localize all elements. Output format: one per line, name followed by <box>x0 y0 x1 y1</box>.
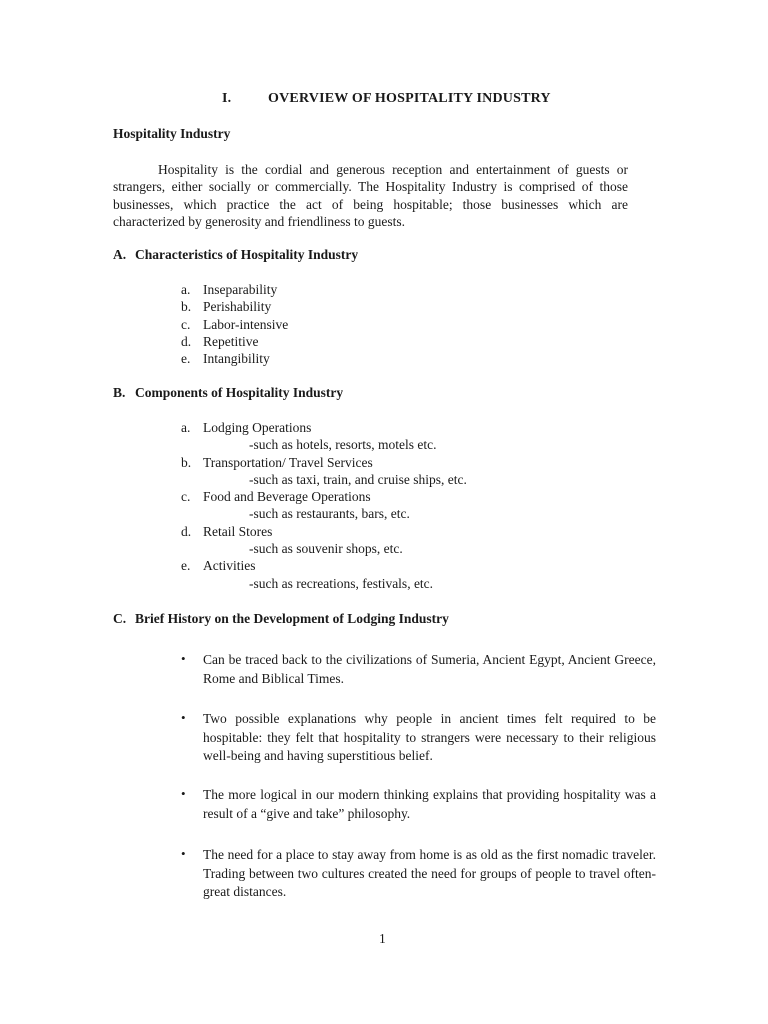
bullet-icon: • <box>181 710 186 725</box>
bullet-icon: • <box>181 786 186 801</box>
heading-letter: B. <box>113 385 126 400</box>
list-item-text: Inseparability <box>203 282 278 297</box>
list-marker: a. <box>181 420 191 435</box>
list-marker: d. <box>181 523 192 539</box>
list-marker: c. <box>181 316 191 332</box>
section-number: I. <box>222 91 232 106</box>
list-marker: e. <box>181 351 191 367</box>
list-marker: d. <box>181 333 192 349</box>
heading-history <box>113 611 449 627</box>
list-item <box>181 419 467 436</box>
list-item-text: Activities <box>203 558 256 574</box>
section-title-text: OVERVIEW OF HOSPITALITY INDUSTRY <box>268 91 551 106</box>
section-title <box>222 91 551 107</box>
list-item <box>181 333 288 350</box>
subheading-hospitality-industry: Hospitality Industry <box>113 126 231 141</box>
list-item <box>181 316 288 333</box>
bullet-icon: • <box>181 651 186 666</box>
bullet-item <box>181 846 656 902</box>
list-item-detail: -such as restaurants, bars, etc. <box>249 506 410 522</box>
intro-paragraph-text: Hospitality is the cordial and generous reception and entertainment of guests or strangers, either socially or commercially. The Hospitality Industry is comprised of those businesses, which practice the act of being hospitable; those businesses which are characterized by generosity and friendliness to guests. <box>113 162 628 230</box>
bullet-text: Two possible explanations why people in ancient times felt required to be hospitable: they felt that hospitality to strangers were necessary to their religious well-being and having superstitious belief. <box>203 711 656 764</box>
page-number: 1 <box>379 931 386 946</box>
list-item <box>181 523 467 540</box>
bullet-text: Can be traced back to the civilizations of Sumeria, Ancient Egypt, Ancient Greece, Rome and Biblical Times. <box>203 652 656 686</box>
list-item-detail: -such as taxi, train, and cruise ships, etc. <box>249 471 467 487</box>
list-item-text: Lodging Operations <box>203 420 312 435</box>
heading-characteristics <box>113 247 358 263</box>
list-item-detail: -such as recreations, festivals, etc. <box>249 575 434 591</box>
list-item-text: Perishability <box>203 299 272 315</box>
list-marker: b. <box>181 454 192 470</box>
list-item-text: Labor-intensive <box>203 316 289 332</box>
list-item <box>181 298 288 315</box>
list-item-text: Retail Stores <box>203 523 273 539</box>
heading-letter: C. <box>113 611 127 626</box>
list-item <box>181 557 467 574</box>
components-list <box>181 419 467 592</box>
list-marker: b. <box>181 299 192 315</box>
bullet-text: The need for a place to stay away from home is as old as the first nomadic traveler. Trading between two cultures created the need for groups of people to travel often-great distances. <box>203 847 656 900</box>
heading-text: Brief History on the Development of Lodging Industry <box>135 611 449 626</box>
heading-text: Components of Hospitality Industry <box>135 385 344 400</box>
list-marker: c. <box>181 489 191 505</box>
list-item-text: Repetitive <box>203 333 259 349</box>
list-marker: a. <box>181 282 191 297</box>
heading-letter: A. <box>113 247 127 262</box>
heading-text: Characteristics of Hospitality Industry <box>135 247 359 262</box>
list-item <box>181 488 467 505</box>
intro-paragraph <box>113 161 628 231</box>
list-item-detail: -such as souvenir shops, etc. <box>249 541 403 557</box>
list-marker: e. <box>181 558 191 574</box>
bullet-item <box>181 710 656 766</box>
list-item-text: Food and Beverage Operations <box>203 489 371 505</box>
bullet-item <box>181 786 656 823</box>
heading-components <box>113 385 343 401</box>
list-item-text: Transportation/ Travel Services <box>203 454 373 470</box>
list-item <box>181 350 288 367</box>
list-item-detail: -such as hotels, resorts, motels etc. <box>249 437 437 453</box>
bullet-item <box>181 651 656 688</box>
bullet-icon: • <box>181 846 186 861</box>
characteristics-list <box>181 281 288 367</box>
list-item <box>181 281 288 298</box>
list-item-text: Intangibility <box>203 351 270 367</box>
list-item <box>181 454 467 471</box>
bullet-text: The more logical in our modern thinking explains that providing hospitality was a result of a “give and take” philosophy. <box>203 787 656 821</box>
